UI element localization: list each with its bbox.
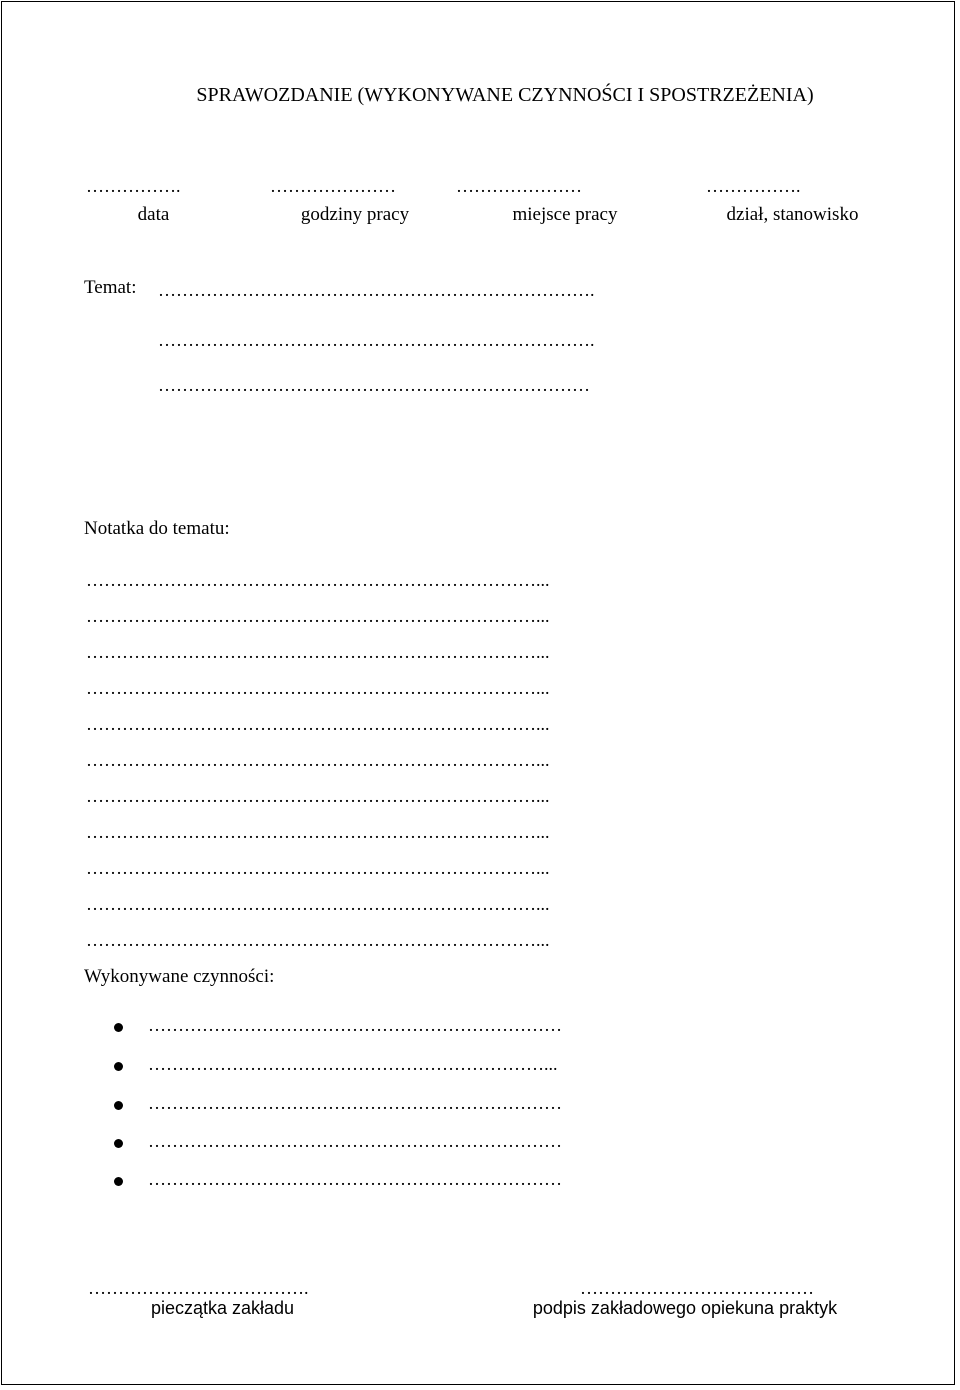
activities-label: Wykonywane czynności: [84, 966, 275, 987]
note-label: Notatka do tematu: [84, 518, 230, 539]
bullet-icon [114, 1101, 123, 1110]
department-label: dział, stanowisko [726, 204, 859, 225]
activity-item[interactable]: …………………………………………………………... [148, 1054, 558, 1074]
signature-label: podpis zakładowego opiekuna praktyk [532, 1298, 838, 1318]
note-line[interactable]: …………………………………………………………………... [86, 606, 550, 626]
topic-label: Temat: [84, 277, 137, 298]
department-field-dots[interactable]: ……………. [706, 176, 801, 196]
stamp-field-dots[interactable]: ………………………………. [88, 1278, 309, 1298]
note-line[interactable]: …………………………………………………………………... [86, 858, 550, 878]
date-label: data [137, 204, 170, 225]
stamp-label: pieczątka zakładu [150, 1298, 295, 1318]
bullet-icon [114, 1177, 123, 1186]
hours-label: godziny pracy [300, 204, 410, 225]
note-line[interactable]: …………………………………………………………………... [86, 570, 550, 590]
hours-field-dots[interactable]: ………………… [270, 176, 396, 196]
signature-field-dots[interactable]: ………………………………… [580, 1278, 814, 1298]
activity-item[interactable]: …………………………………………………………… [148, 1015, 562, 1035]
note-line[interactable]: …………………………………………………………………... [86, 678, 550, 698]
document-title: SPRAWOZDANIE (WYKONYWANE CZYNNOŚCI I SPOSTRZEŻENIA) [196, 84, 814, 106]
bullet-icon [114, 1139, 123, 1148]
note-line[interactable]: …………………………………………………………………... [86, 822, 550, 842]
workplace-label: miejsce pracy [512, 204, 618, 225]
topic-line-1[interactable]: ………………………………………………………………. [158, 280, 595, 300]
note-line[interactable]: …………………………………………………………………... [86, 930, 550, 950]
note-line[interactable]: …………………………………………………………………... [86, 786, 550, 806]
activity-item[interactable]: …………………………………………………………… [148, 1169, 562, 1189]
topic-line-3[interactable]: ……………………………………………………………… [158, 375, 590, 395]
note-line[interactable]: …………………………………………………………………... [86, 714, 550, 734]
note-line[interactable]: …………………………………………………………………... [86, 894, 550, 914]
note-line[interactable]: …………………………………………………………………... [86, 642, 550, 662]
date-field-dots[interactable]: ……………. [86, 176, 181, 196]
note-line[interactable]: …………………………………………………………………... [86, 750, 550, 770]
activity-item[interactable]: …………………………………………………………… [148, 1093, 562, 1113]
workplace-field-dots[interactable]: ………………… [456, 176, 582, 196]
bullet-icon [114, 1062, 123, 1071]
activity-item[interactable]: …………………………………………………………… [148, 1131, 562, 1151]
topic-line-2[interactable]: ………………………………………………………………. [158, 330, 595, 350]
bullet-icon [114, 1023, 123, 1032]
